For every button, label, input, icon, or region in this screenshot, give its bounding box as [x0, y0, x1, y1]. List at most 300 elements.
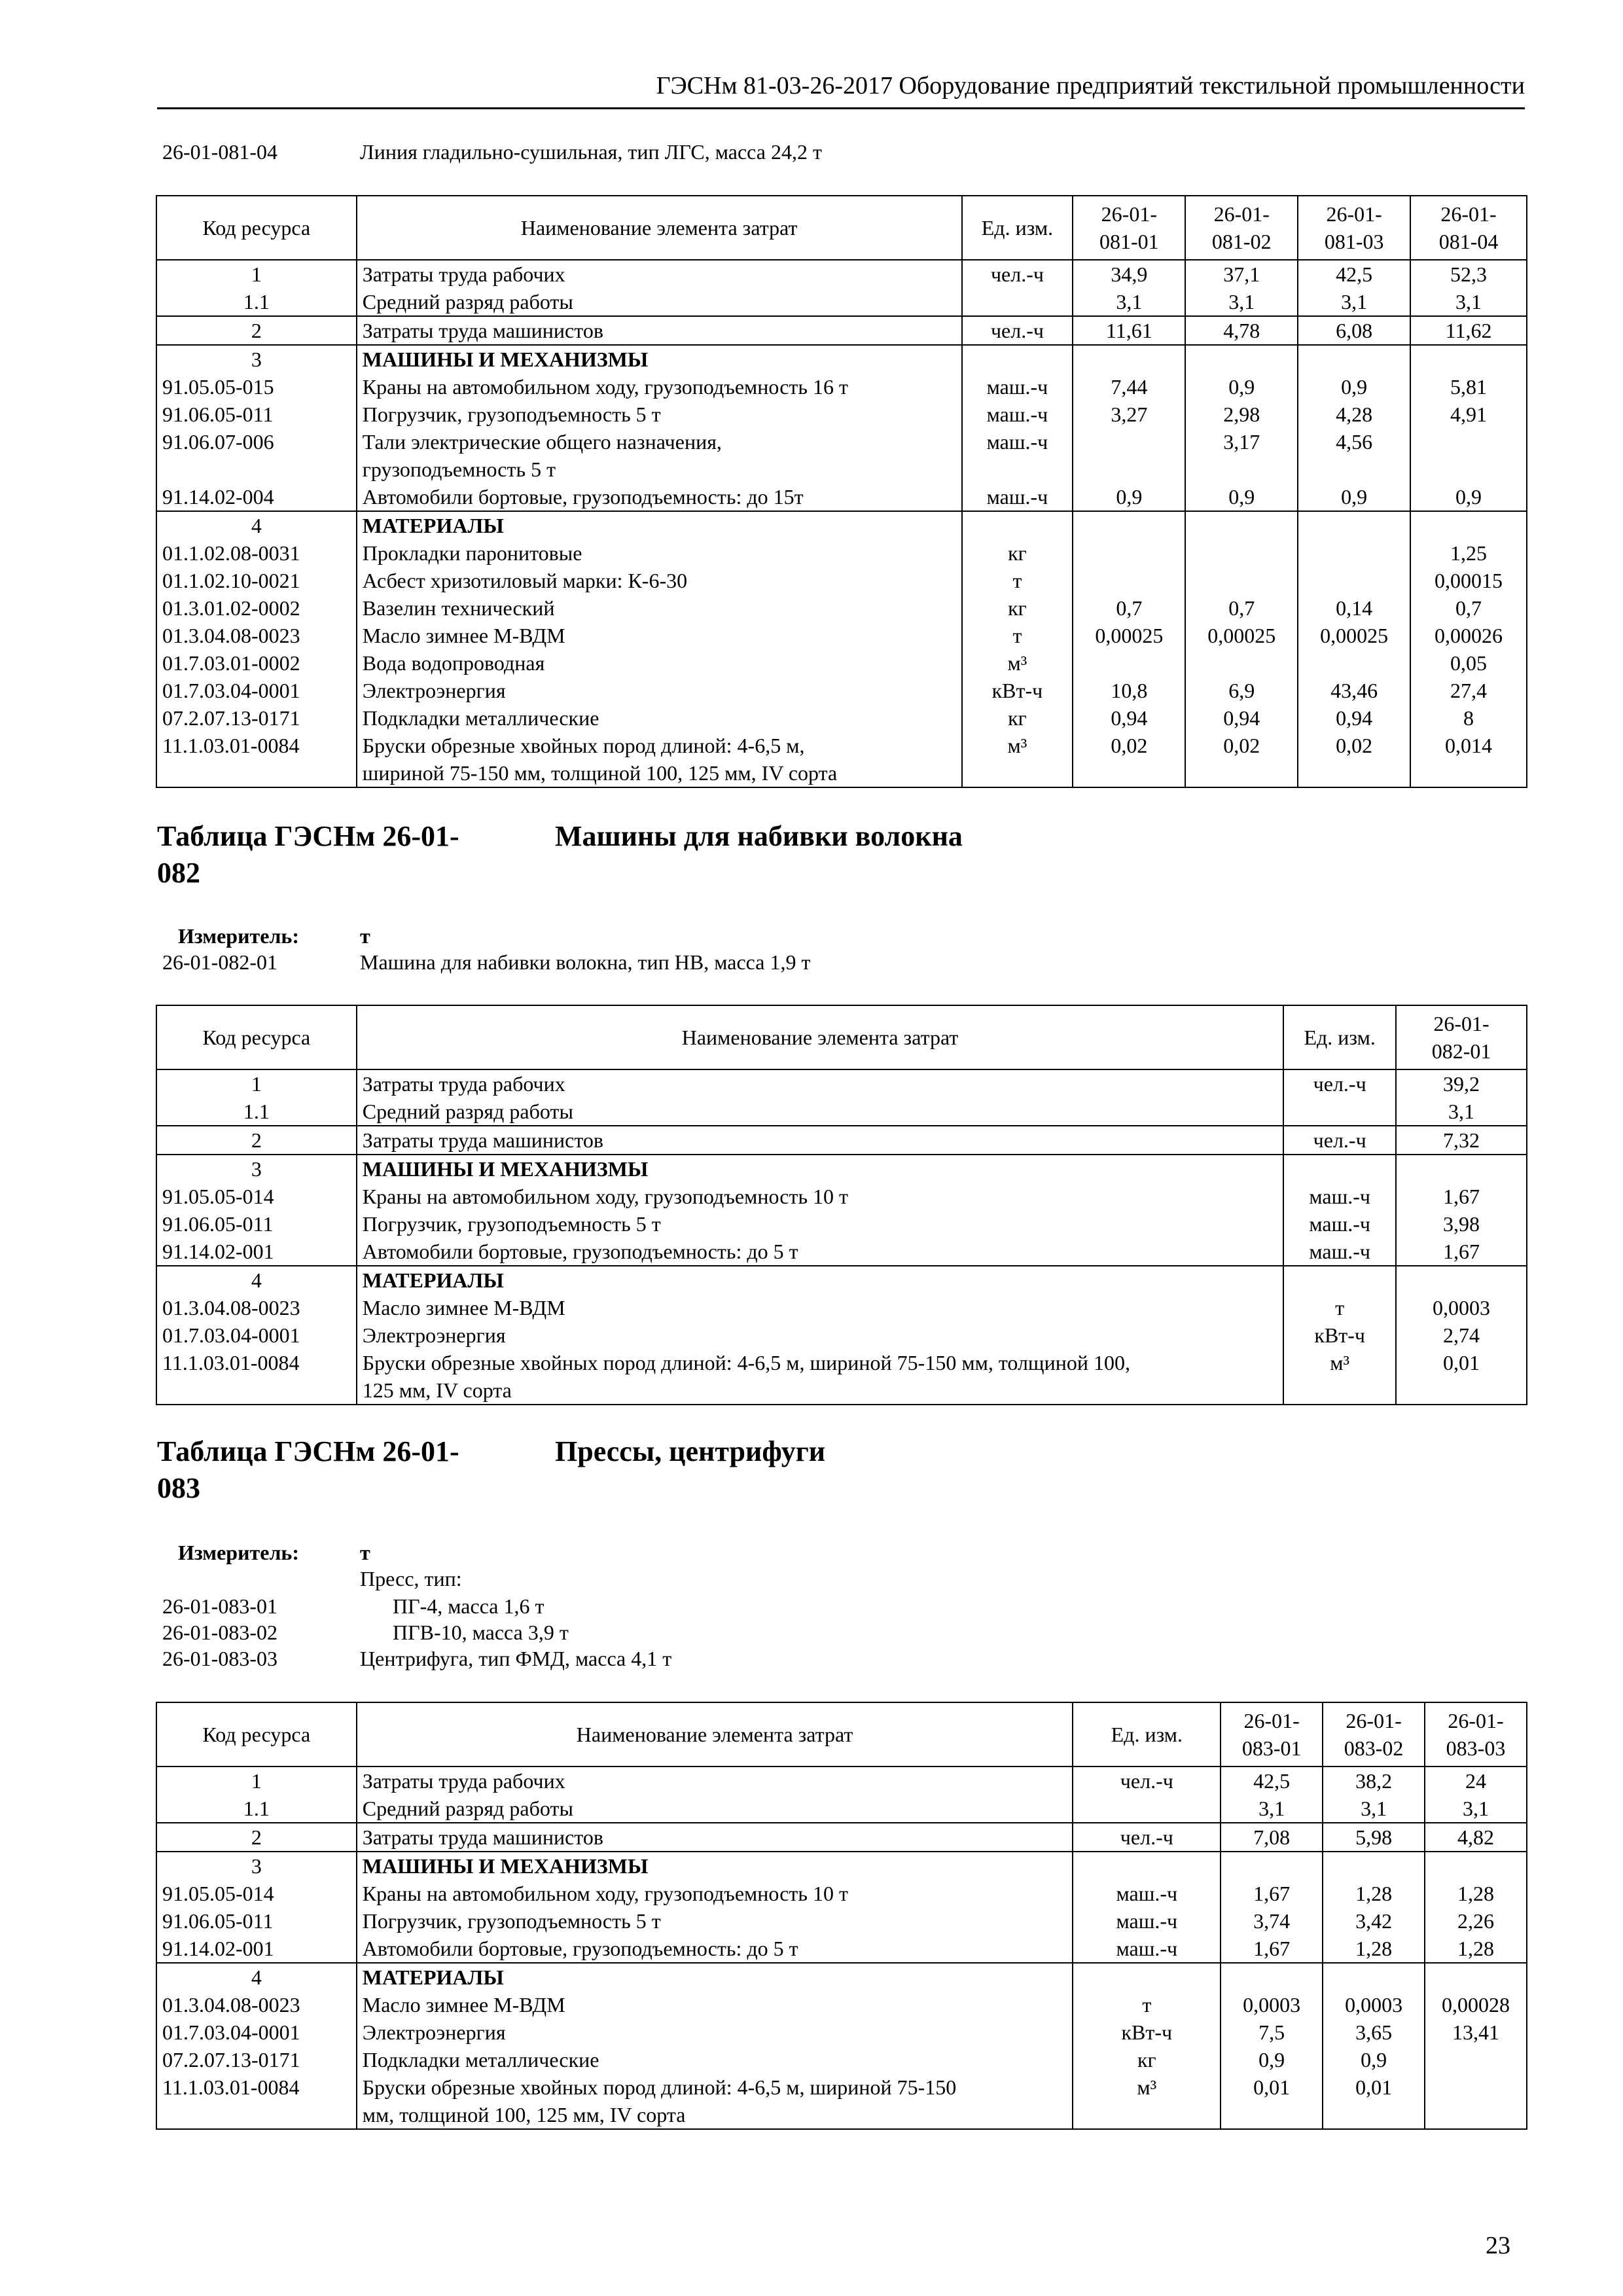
norm-value: 6,9	[1185, 677, 1298, 704]
table-row	[156, 1210, 1527, 1238]
unit: кВт-ч	[1073, 2018, 1221, 2046]
resource-code: 1	[156, 260, 357, 288]
table-row	[156, 594, 1527, 622]
norm-value: 3,74	[1221, 1907, 1323, 1935]
norm-value	[1425, 2073, 1527, 2129]
norm-value: 52,3	[1410, 260, 1527, 288]
column-header-value: 26-01- 081-04	[1410, 196, 1527, 260]
unit: маш.-ч	[962, 483, 1073, 511]
cost-element-name: Краны на автомобильном ходу, грузоподъемность 10 т	[357, 1183, 1283, 1210]
norm-value: 0,9	[1185, 373, 1298, 401]
norm-value: 3,1	[1425, 1795, 1527, 1823]
norm-value: 0,00025	[1298, 622, 1410, 649]
item-name: ПГ-4, масса 1,6 т	[393, 1594, 544, 1618]
unit	[962, 511, 1073, 539]
cost-element-name: Затраты труда машинистов	[357, 316, 962, 345]
norm-value: 3,1	[1073, 288, 1185, 316]
resource-code: 3	[156, 345, 357, 373]
resource-code: 1.1	[156, 288, 357, 316]
table-row	[156, 1767, 1527, 1795]
resource-code: 4	[156, 1963, 357, 1991]
column-header-code: Код ресурса	[156, 1005, 357, 1069]
resource-code: 1.1	[156, 1098, 357, 1126]
cost-element-name: Электроэнергия	[357, 2018, 1073, 2046]
column-header-value: 26-01- 081-03	[1298, 196, 1410, 260]
unit: чел.-ч	[962, 316, 1073, 345]
measure-value: т	[360, 924, 370, 948]
table-row	[156, 1907, 1527, 1935]
norm-value: 0,014	[1410, 732, 1527, 787]
column-header-name: Наименование элемента затрат	[357, 196, 962, 260]
norm-value	[1425, 1963, 1527, 1991]
resource-code: 91.06.05-011	[156, 401, 357, 428]
norm-value: 0,9	[1323, 2046, 1425, 2073]
unit: чел.-ч	[962, 260, 1073, 288]
resource-code: 01.3.04.08-0023	[156, 622, 357, 649]
norm-value	[1410, 511, 1527, 539]
resource-code: 01.3.04.08-0023	[156, 1294, 357, 1321]
norm-value	[1298, 567, 1410, 594]
norm-value	[1425, 2046, 1527, 2073]
unit: т	[962, 622, 1073, 649]
unit	[1073, 1963, 1221, 1991]
norm-value: 11,61	[1073, 316, 1185, 345]
unit: чел.-ч	[1283, 1126, 1396, 1155]
norm-value: 5,98	[1323, 1823, 1425, 1852]
unit: маш.-ч	[1073, 1935, 1221, 1963]
header-rule	[157, 107, 1525, 109]
norm-value: 0,02	[1298, 732, 1410, 787]
column-header-unit: Ед. изм.	[1073, 1702, 1221, 1767]
norm-value: 0,02	[1185, 732, 1298, 787]
resource-code: 07.2.07.13-0171	[156, 704, 357, 732]
norm-value: 3,1	[1221, 1795, 1323, 1823]
norm-value: 0,01	[1221, 2073, 1323, 2129]
table-row	[156, 1266, 1527, 1294]
cost-element-name: Затраты труда рабочих	[357, 1069, 1283, 1098]
unit: т	[1283, 1294, 1396, 1321]
norm-value	[1298, 511, 1410, 539]
resource-code: 91.14.02-001	[156, 1935, 357, 1963]
resource-code: 11.1.03.01-0084	[156, 2073, 357, 2129]
norm-value: 7,08	[1221, 1823, 1323, 1852]
unit: кг	[962, 594, 1073, 622]
section-heading: МАШИНЫ И МЕХАНИЗМЫ	[357, 1155, 1283, 1183]
table-row	[156, 2073, 1527, 2129]
norm-value: 8	[1410, 704, 1527, 732]
norm-value: 0,00028	[1425, 1991, 1527, 2018]
unit: кг	[962, 704, 1073, 732]
norm-value: 11,62	[1410, 316, 1527, 345]
norm-value	[1323, 1852, 1425, 1880]
item-name: Машина для набивки волокна, тип НВ, масса 1,9 т	[360, 950, 811, 974]
norm-value: 0,00026	[1410, 622, 1527, 649]
resource-code: 07.2.07.13-0171	[156, 2046, 357, 2073]
table-row	[156, 1321, 1527, 1349]
item-code: 26-01-081-04	[162, 140, 277, 164]
resource-code: 01.7.03.04-0001	[156, 677, 357, 704]
resource-code: 01.7.03.04-0001	[156, 1321, 357, 1349]
norm-value: 3,17	[1185, 428, 1298, 483]
cost-element-name: Масло зимнее М-ВДМ	[357, 622, 962, 649]
resource-table-082	[156, 1005, 1527, 1405]
norm-value: 1,25	[1410, 539, 1527, 567]
cost-element-name: Автомобили бортовые, грузоподъемность: до 5 т	[357, 1935, 1073, 1963]
resource-code: 01.3.01.02-0002	[156, 594, 357, 622]
table-row	[156, 345, 1527, 373]
norm-value: 0,9	[1221, 2046, 1323, 2073]
column-header-name: Наименование элемента затрат	[357, 1005, 1283, 1069]
table-row	[156, 1126, 1527, 1155]
table-row	[156, 1935, 1527, 1963]
cost-element-name: Электроэнергия	[357, 1321, 1283, 1349]
cost-element-name: Средний разряд работы	[357, 288, 962, 316]
table-row	[156, 260, 1527, 288]
cost-element-name: Вазелин технический	[357, 594, 962, 622]
norm-value: 3,65	[1323, 2018, 1425, 2046]
table-row	[156, 2018, 1527, 2046]
table-row	[156, 539, 1527, 567]
resource-code: 91.05.05-015	[156, 373, 357, 401]
resource-code: 1	[156, 1767, 357, 1795]
cost-element-name: Масло зимнее М-ВДМ	[357, 1991, 1073, 2018]
unit: м³	[1283, 1349, 1396, 1405]
norm-value	[1410, 428, 1527, 483]
norm-value: 39,2	[1396, 1069, 1527, 1098]
norm-value: 1,67	[1396, 1238, 1527, 1266]
norm-value: 27,4	[1410, 677, 1527, 704]
cost-element-name: Затраты труда машинистов	[357, 1126, 1283, 1155]
table-row	[156, 401, 1527, 428]
cost-element-name: Средний разряд работы	[357, 1098, 1283, 1126]
unit: маш.-ч	[1283, 1183, 1396, 1210]
column-header-value: 26-01- 083-03	[1425, 1702, 1527, 1767]
norm-value: 0,02	[1073, 732, 1185, 787]
resource-code: 3	[156, 1852, 357, 1880]
resource-code: 11.1.03.01-0084	[156, 1349, 357, 1405]
table-row	[156, 567, 1527, 594]
section-heading: МАШИНЫ И МЕХАНИЗМЫ	[357, 1852, 1073, 1880]
unit	[1283, 1155, 1396, 1183]
resource-code: 01.7.03.04-0001	[156, 2018, 357, 2046]
norm-value: 1,28	[1425, 1935, 1527, 1963]
resource-code: 91.05.05-014	[156, 1880, 357, 1907]
unit: маш.-ч	[962, 373, 1073, 401]
table-row	[156, 1349, 1527, 1405]
cost-element-name: Затраты труда машинистов	[357, 1823, 1073, 1852]
group-label: Пресс, тип:	[360, 1567, 462, 1590]
norm-value: 0,9	[1073, 483, 1185, 511]
table-row	[156, 649, 1527, 677]
unit: маш.-ч	[962, 401, 1073, 428]
norm-value	[1221, 1963, 1323, 1991]
table-row	[156, 428, 1527, 483]
cost-element-name: Подкладки металлические	[357, 2046, 1073, 2073]
norm-value	[1185, 345, 1298, 373]
norm-value	[1073, 539, 1185, 567]
norm-value: 0,94	[1298, 704, 1410, 732]
norm-value: 7,44	[1073, 373, 1185, 401]
norm-value: 37,1	[1185, 260, 1298, 288]
section-heading: МАШИНЫ И МЕХАНИЗМЫ	[357, 345, 962, 373]
column-header-value: 26-01- 081-02	[1185, 196, 1298, 260]
norm-value: 0,9	[1298, 373, 1410, 401]
table-row	[156, 511, 1527, 539]
norm-value: 3,1	[1396, 1098, 1527, 1126]
norm-value: 3,27	[1073, 401, 1185, 428]
measure-value: т	[360, 1541, 370, 1564]
resource-code: 3	[156, 1155, 357, 1183]
norm-value: 7,5	[1221, 2018, 1323, 2046]
item-code: 26-01-083-03	[162, 1647, 277, 1670]
unit: маш.-ч	[962, 428, 1073, 483]
norm-value: 0,7	[1410, 594, 1527, 622]
resource-code: 91.06.05-011	[156, 1907, 357, 1935]
norm-value: 4,91	[1410, 401, 1527, 428]
norm-value: 0,9	[1298, 483, 1410, 511]
table-row	[156, 373, 1527, 401]
unit: маш.-ч	[1073, 1907, 1221, 1935]
table-row	[156, 1991, 1527, 2018]
cost-element-name: Подкладки металлические	[357, 704, 962, 732]
unit	[1283, 1266, 1396, 1294]
unit: т	[962, 567, 1073, 594]
norm-value	[1425, 1852, 1527, 1880]
norm-value	[1298, 649, 1410, 677]
item-name: Центрифуга, тип ФМД, масса 4,1 т	[360, 1647, 672, 1670]
norm-value	[1185, 649, 1298, 677]
norm-value	[1185, 511, 1298, 539]
norm-value: 3,42	[1323, 1907, 1425, 1935]
table-row	[156, 704, 1527, 732]
norm-value: 1,28	[1323, 1935, 1425, 1963]
norm-value	[1221, 1852, 1323, 1880]
norm-value	[1185, 539, 1298, 567]
table-row	[156, 1098, 1527, 1126]
resource-code: 91.14.02-004	[156, 483, 357, 511]
measure-label: Измеритель:	[178, 924, 299, 948]
norm-value: 34,9	[1073, 260, 1185, 288]
resource-code: 1.1	[156, 1795, 357, 1823]
table-title-number: Таблица ГЭСНм 26-01- 082	[157, 820, 459, 889]
norm-value: 5,81	[1410, 373, 1527, 401]
norm-value: 7,32	[1396, 1126, 1527, 1155]
norm-value: 3,1	[1410, 288, 1527, 316]
resource-code: 2	[156, 1823, 357, 1852]
norm-value: 1,67	[1221, 1880, 1323, 1907]
norm-value	[1396, 1266, 1527, 1294]
resource-code: 01.1.02.10-0021	[156, 567, 357, 594]
unit	[962, 288, 1073, 316]
table-row	[156, 1294, 1527, 1321]
norm-value	[1396, 1155, 1527, 1183]
resource-code: 91.14.02-001	[156, 1238, 357, 1266]
resource-code: 91.06.05-011	[156, 1210, 357, 1238]
table-title-name: Машины для набивки волокна	[555, 820, 963, 852]
norm-value: 3,98	[1396, 1210, 1527, 1238]
cost-element-name: Бруски обрезные хвойных пород длиной: 4-6,5 м, шириной 75-150 мм, толщиной 100, 125 мм, IV сорта	[357, 732, 962, 787]
norm-value: 0,14	[1298, 594, 1410, 622]
cost-element-name: Автомобили бортовые, грузоподъемность: до 5 т	[357, 1238, 1283, 1266]
table-row	[156, 1069, 1527, 1098]
measure-label: Измеритель:	[178, 1541, 299, 1564]
resource-code: 91.06.07-006	[156, 428, 357, 483]
norm-value: 0,01	[1396, 1349, 1527, 1405]
norm-value: 4,56	[1298, 428, 1410, 483]
unit	[1073, 1795, 1221, 1823]
table-row	[156, 483, 1527, 511]
table-row	[156, 732, 1527, 787]
unit: маш.-ч	[1073, 1880, 1221, 1907]
norm-value	[1323, 1963, 1425, 1991]
norm-value: 0,0003	[1396, 1294, 1527, 1321]
item-code: 26-01-083-02	[162, 1621, 277, 1644]
cost-element-name: Бруски обрезные хвойных пород длиной: 4-6,5 м, шириной 75-150 мм, толщиной 100, 125 мм, IV сорта	[357, 1349, 1283, 1405]
resource-code: 1	[156, 1069, 357, 1098]
column-header-value: 26-01- 081-01	[1073, 196, 1185, 260]
table-header-row	[156, 1702, 1527, 1767]
column-header-name: Наименование элемента затрат	[357, 1702, 1073, 1767]
norm-value: 0,00025	[1185, 622, 1298, 649]
unit: маш.-ч	[1283, 1238, 1396, 1266]
norm-value: 0,7	[1073, 594, 1185, 622]
column-header-code: Код ресурса	[156, 196, 357, 260]
table-row	[156, 1852, 1527, 1880]
cost-element-name: Погрузчик, грузоподъемность 5 т	[357, 401, 962, 428]
cost-element-name: Вода водопроводная	[357, 649, 962, 677]
item-code: 26-01-082-01	[162, 950, 277, 974]
norm-value: 43,46	[1298, 677, 1410, 704]
norm-value: 0,00025	[1073, 622, 1185, 649]
norm-value: 13,41	[1425, 2018, 1527, 2046]
column-header-code: Код ресурса	[156, 1702, 357, 1767]
norm-value	[1185, 567, 1298, 594]
unit: м³	[962, 732, 1073, 787]
cost-element-name: Затраты труда рабочих	[357, 1767, 1073, 1795]
table-row	[156, 1963, 1527, 1991]
section-heading: МАТЕРИАЛЫ	[357, 1266, 1283, 1294]
cost-element-name: Затраты труда рабочих	[357, 260, 962, 288]
resource-table-083	[156, 1702, 1527, 2130]
column-header-unit: Ед. изм.	[962, 196, 1073, 260]
table-title-name: Прессы, центрифуги	[555, 1435, 826, 1467]
table-row	[156, 2046, 1527, 2073]
norm-value: 0,0003	[1323, 1991, 1425, 2018]
norm-value: 1,67	[1396, 1183, 1527, 1210]
unit: чел.-ч	[1073, 1767, 1221, 1795]
norm-value: 0,7	[1185, 594, 1298, 622]
norm-value: 0,00015	[1410, 567, 1527, 594]
item-code: 26-01-083-01	[162, 1594, 277, 1618]
resource-code: 91.05.05-014	[156, 1183, 357, 1210]
norm-value: 1,67	[1221, 1935, 1323, 1963]
table-row	[156, 1238, 1527, 1266]
cost-element-name: Погрузчик, грузоподъемность 5 т	[357, 1907, 1073, 1935]
cost-element-name: Бруски обрезные хвойных пород длиной: 4-6,5 м, шириной 75-150 мм, толщиной 100, 125 мм, IV сорта	[357, 2073, 1073, 2129]
item-name: ПГВ-10, масса 3,9 т	[393, 1621, 569, 1644]
unit: кг	[962, 539, 1073, 567]
table-row	[156, 677, 1527, 704]
running-header: ГЭСНм 81-03-26-2017 Оборудование предприятий текстильной промышленности	[656, 72, 1525, 99]
table-row	[156, 1795, 1527, 1823]
unit: кВт-ч	[1283, 1321, 1396, 1349]
resource-code: 11.1.03.01-0084	[156, 732, 357, 787]
norm-value: 3,1	[1185, 288, 1298, 316]
norm-value: 38,2	[1323, 1767, 1425, 1795]
norm-value: 1,28	[1425, 1880, 1527, 1907]
column-header-value: 26-01- 083-01	[1221, 1702, 1323, 1767]
resource-code: 2	[156, 1126, 357, 1155]
norm-value: 0,94	[1185, 704, 1298, 732]
table-row	[156, 1880, 1527, 1907]
column-header-value: 26-01- 082-01	[1396, 1005, 1527, 1069]
norm-value	[1073, 345, 1185, 373]
table-row	[156, 622, 1527, 649]
norm-value	[1073, 649, 1185, 677]
cost-element-name: Асбест хризотиловый марки: К-6-30	[357, 567, 962, 594]
norm-value: 2,26	[1425, 1907, 1527, 1935]
cost-element-name: Прокладки паронитовые	[357, 539, 962, 567]
cost-element-name: Электроэнергия	[357, 677, 962, 704]
page-number: 23	[1486, 2232, 1510, 2259]
table-header-row	[156, 196, 1527, 260]
norm-value: 0,94	[1073, 704, 1185, 732]
cost-element-name: Краны на автомобильном ходу, грузоподъемность 10 т	[357, 1880, 1073, 1907]
norm-value: 0,0003	[1221, 1991, 1323, 2018]
norm-value: 4,28	[1298, 401, 1410, 428]
norm-value	[1298, 345, 1410, 373]
resource-code: 01.3.04.08-0023	[156, 1991, 357, 2018]
table-row	[156, 1823, 1527, 1852]
cost-element-name: Краны на автомобильном ходу, грузоподъемность 16 т	[357, 373, 962, 401]
unit: чел.-ч	[1283, 1069, 1396, 1098]
column-header-unit: Ед. изм.	[1283, 1005, 1396, 1069]
norm-value: 3,1	[1298, 288, 1410, 316]
unit	[1283, 1098, 1396, 1126]
table-row	[156, 1155, 1527, 1183]
norm-value: 6,08	[1298, 316, 1410, 345]
norm-value	[1410, 345, 1527, 373]
norm-value: 0,9	[1185, 483, 1298, 511]
unit	[1073, 1852, 1221, 1880]
table-row	[156, 288, 1527, 316]
resource-code: 4	[156, 511, 357, 539]
resource-code: 01.1.02.08-0031	[156, 539, 357, 567]
unit: м³	[1073, 2073, 1221, 2129]
norm-value: 42,5	[1221, 1767, 1323, 1795]
norm-value	[1073, 428, 1185, 483]
cost-element-name: Погрузчик, грузоподъемность 5 т	[357, 1210, 1283, 1238]
item-name: Линия гладильно-сушильная, тип ЛГС, масса 24,2 т	[360, 140, 822, 164]
norm-value: 3,1	[1323, 1795, 1425, 1823]
cost-element-name: Средний разряд работы	[357, 1795, 1073, 1823]
norm-value: 4,78	[1185, 316, 1298, 345]
cost-element-name: Масло зимнее М-ВДМ	[357, 1294, 1283, 1321]
table-row	[156, 316, 1527, 345]
norm-value: 2,98	[1185, 401, 1298, 428]
cost-element-name: Тали электрические общего назначения, грузоподъемность 5 т	[357, 428, 962, 483]
section-heading: МАТЕРИАЛЫ	[357, 1963, 1073, 1991]
norm-value: 24	[1425, 1767, 1527, 1795]
unit: чел.-ч	[1073, 1823, 1221, 1852]
table-title-number: Таблица ГЭСНм 26-01- 083	[157, 1435, 459, 1504]
norm-value	[1073, 567, 1185, 594]
resource-code: 4	[156, 1266, 357, 1294]
unit	[962, 345, 1073, 373]
norm-value: 10,8	[1073, 677, 1185, 704]
resource-code: 2	[156, 316, 357, 345]
table-header-row	[156, 1005, 1527, 1069]
